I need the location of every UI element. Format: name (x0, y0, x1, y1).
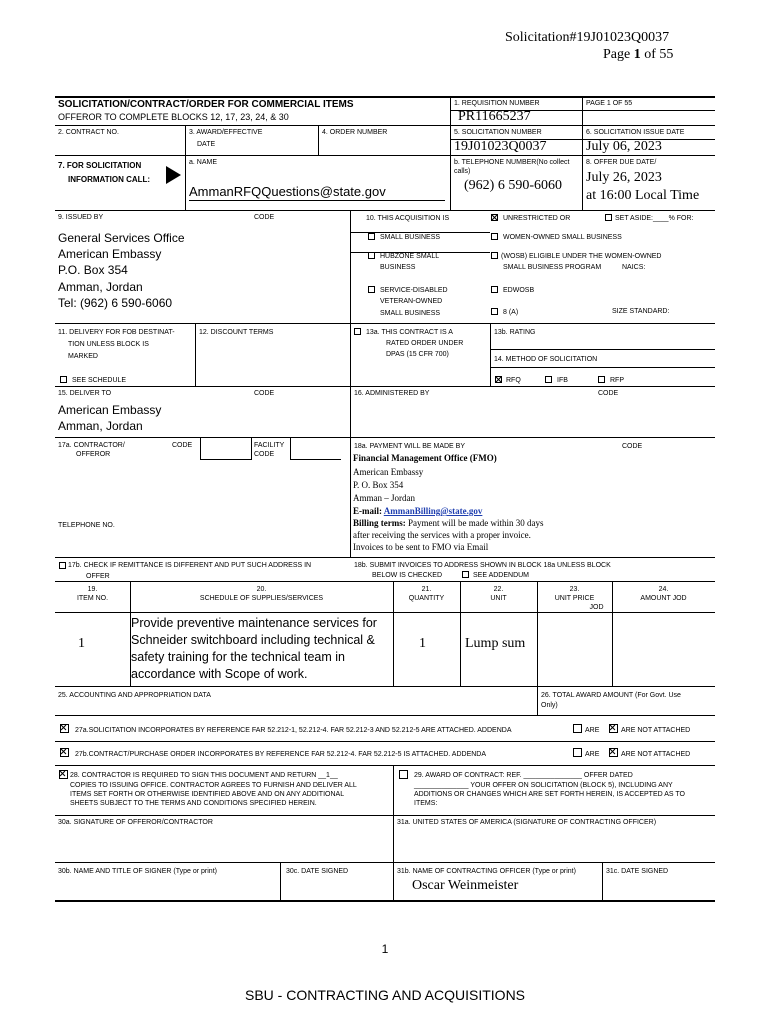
27a-are-not-label: ARE NOT ATTACHED (621, 727, 691, 734)
offeror-signature-label: 30a. SIGNATURE OF OFFEROR/CONTRACTOR (58, 819, 213, 826)
small-business-label: SMALL BUSINESS (380, 234, 441, 241)
administered-code-label: CODE (598, 390, 619, 397)
address-line: American Embassy (353, 467, 424, 477)
issued-by-address (58, 230, 185, 311)
method-label: 14. METHOD OF SOLICITATION (494, 356, 598, 363)
col-number: 23. (569, 586, 580, 593)
contractor-label-2: OFFEROR (76, 451, 111, 458)
col-number: 21. (421, 586, 432, 593)
signer-name-label: 30b. NAME AND TITLE OF SIGNER (Type or print) (58, 868, 217, 875)
solicitation-number-value: 19J01023Q0037 (454, 139, 547, 154)
facility-code-label-2: CODE (254, 451, 275, 458)
requisition-number-value: PR11665237 (458, 109, 531, 124)
col-unit-header (460, 585, 537, 603)
requisition-number-label: 1. REQUISITION NUMBER (454, 100, 540, 107)
issue-date-value: July 06, 2023 (586, 139, 662, 154)
delivery-fob-label-1: 11. DELIVERY FOR FOB DESTINAT- (58, 329, 175, 336)
offer-due-label: 8. OFFER DUE DATE/ (586, 159, 657, 166)
sdvosb-label-2: VETERAN-OWNED (380, 298, 443, 305)
edwosb-checkbox[interactable] (491, 286, 498, 293)
delivery-fob-label-2: TION UNLESS BLOCK IS (68, 341, 149, 348)
item-number: 1 (78, 636, 85, 651)
info-call-label-1: 7. FOR SOLICITATION (58, 161, 142, 170)
payment-office-address (353, 466, 423, 505)
ifb-label: IFB (557, 377, 568, 384)
col-item-no-header (55, 585, 130, 603)
facility-code-label-1: FACILITY (254, 442, 285, 449)
29-label-2: ______________ YOUR OFFER ON SOLICITATION (BLOCK 5), INCLUDING ANY (414, 782, 673, 789)
contractor-label-1: 17a. CONTRACTOR/ (58, 442, 125, 449)
hubzone-label-2: BUSINESS (380, 264, 416, 271)
arrow-right-icon (166, 166, 181, 184)
address-line: Amman, Jordan (58, 280, 143, 294)
hubzone-checkbox[interactable] (368, 252, 375, 259)
address-line: American Embassy (58, 403, 162, 417)
27a-label: 27a.SOLICITATION INCORPORATES BY REFERENCE FAR 52.212-1, 52.212-4. FAR 52.212-3 AND 52.212-5 ARE ATTACHED. ADDENDA (75, 727, 512, 734)
payment-office-title: Financial Management Office (FMO) (353, 453, 497, 463)
date-signed-31c-label: 31c. DATE SIGNED (606, 868, 669, 875)
27a-are-not-checkbox[interactable] (609, 724, 618, 733)
address-line: P. O. Box 354 (353, 480, 404, 490)
size-standard-label: SIZE STANDARD: (612, 308, 670, 315)
col-title: AMOUNT JOD (640, 595, 687, 602)
27b-are-not-label: ARE NOT ATTACHED (621, 751, 691, 758)
discount-terms-label: 12. DISCOUNT TERMS (199, 329, 274, 336)
date-signed-30c-label: 30c. DATE SIGNED (286, 868, 349, 875)
col-number: 22. (493, 586, 504, 593)
address-line: Amman – Jordan (353, 493, 415, 503)
billing-terms-label: Billing terms: (353, 518, 406, 528)
billing-terms-line (353, 518, 543, 528)
telephone-no-label: TELEPHONE NO. (58, 522, 115, 529)
29-checkbox[interactable] (399, 770, 408, 779)
rfp-label: RFP (610, 377, 624, 384)
27a-are-label: ARE (585, 727, 600, 734)
item-description (131, 615, 377, 683)
award-effective-label-2: DATE (197, 141, 216, 148)
page-number: 1 (633, 47, 641, 62)
col-title: UNIT (490, 595, 507, 602)
address-line: American Embassy (58, 247, 162, 261)
order-number-label: 4. ORDER NUMBER (322, 129, 388, 136)
description-line: accordance with Scope of work. (131, 667, 308, 681)
issued-by-code-label: CODE (254, 214, 275, 221)
ifb-checkbox[interactable] (545, 376, 552, 383)
27b-label: 27b.CONTRACT/PURCHASE ORDER INCORPORATES BY REFERENCE FAR 52.212-4. FAR 52.212-5 IS ATTACHED. ADDENDA (75, 751, 487, 758)
total-award-label-1: 26. TOTAL AWARD AMOUNT (For Govt. Use (541, 692, 681, 699)
remittance-label-2: OFFER (86, 573, 110, 580)
footer-office: SBU - CONTRACTING AND ACQUISITIONS (244, 987, 526, 1003)
contract-no-label: 2. CONTRACT NO. (58, 129, 119, 136)
27b-are-label: ARE (585, 751, 600, 758)
27b-are-not-checkbox[interactable] (609, 748, 618, 757)
29-label-4: ITEMS: (414, 800, 438, 807)
contact-email-value[interactable]: AmmanRFQQuestions@state.gov (189, 184, 386, 199)
rated-order-label-1: 13a. THIS CONTRACT IS A (366, 329, 453, 336)
deliver-to-code-label: CODE (254, 390, 275, 397)
billing-email-link[interactable]: AmmanBilling@state.gov (383, 506, 483, 516)
contracting-officer-name-label: 31b. NAME OF CONTRACTING OFFICER (Type or print) (397, 868, 576, 875)
col-unit-price-header (537, 585, 612, 612)
col-title: UNIT PRICE (554, 595, 595, 602)
deliver-to-label: 15. DELIVER TO (58, 390, 112, 397)
col-schedule-header (130, 585, 393, 603)
naics-label: NAICS: (622, 264, 646, 271)
address-line: Amman, Jordan (58, 419, 143, 433)
telephone-value: (962) 6 590-6060 (464, 178, 562, 193)
28-label-3: ITEMS SET FORTH OR OTHERWISE IDENTIFIED ABOVE AND ON ANY ADDITIONAL (70, 791, 345, 798)
accounting-data-label: 25. ACCOUNTING AND APPROPRIATION DATA (58, 692, 211, 699)
rated-order-label-3: DPAS (15 CFR 700) (386, 351, 449, 358)
sdvosb-label-1: SERVICE-DISABLED (380, 287, 448, 294)
unrestricted-label: UNRESTRICTED OR (503, 215, 571, 222)
hubzone-label-1: HUBZONE SMALL (380, 253, 440, 260)
payment-by-label: 18a. PAYMENT WILL BE MADE BY (354, 443, 465, 450)
col-currency: JOD (589, 604, 604, 611)
col-number: 19. (87, 586, 98, 593)
27a-checkbox[interactable] (60, 724, 69, 733)
remittance-label-1: 17b. CHECK IF REMITTANCE IS DIFFERENT AND PUT SUCH ADDRESS IN (68, 562, 312, 569)
address-line: Tel: (962) 6 590-6060 (58, 296, 173, 310)
submit-invoices-label-2: BELOW IS CHECKED (372, 572, 443, 579)
sdvosb-label-3: SMALL BUSINESS (380, 310, 441, 317)
set-aside-label: SET ASIDE:____% FOR: (615, 215, 694, 222)
sdvosb-checkbox[interactable] (368, 286, 375, 293)
telephone-label-2: calls) (454, 168, 471, 175)
billing-terms-line-2: after receiving the services with a proper invoice. (353, 530, 531, 540)
facility-code-box[interactable] (290, 437, 341, 460)
29-label-1: 29. AWARD OF CONTRACT: REF. _______________ OFFER DATED (414, 772, 633, 779)
27a-are-checkbox[interactable] (573, 724, 582, 733)
address-line: General Services Office (58, 231, 185, 245)
8a-checkbox[interactable] (491, 308, 498, 315)
page-prefix: Page (603, 47, 634, 62)
contractor-code-box[interactable] (200, 437, 252, 460)
col-title: QUANTITY (408, 595, 445, 602)
wosb-checkbox[interactable] (491, 233, 498, 240)
item-unit: Lump sum (465, 636, 526, 651)
edwosb-label: EDWOSB (503, 287, 535, 294)
col-number: 24. (658, 586, 669, 593)
8a-label: 8 (A) (503, 309, 519, 316)
email-label: E-mail: (353, 506, 384, 516)
see-schedule-checkbox[interactable] (60, 376, 67, 383)
deliver-to-address (58, 402, 161, 434)
description-line: Provide preventive maintenance services for (131, 616, 377, 630)
total-award-label-2: Only) (541, 702, 558, 709)
submit-invoices-label-1: 18b. SUBMIT INVOICES TO ADDRESS SHOWN IN BLOCK 18a UNLESS BLOCK (354, 562, 611, 569)
see-schedule-label: SEE SCHEDULE (72, 377, 127, 384)
payment-code-label: CODE (622, 443, 643, 450)
page-total: of 55 (640, 47, 674, 62)
administered-by-label: 16. ADMINISTERED BY (354, 390, 430, 397)
29-label-3: ADDITIONS OR CHANGES WHICH ARE SET FORTH HEREIN, IS ACCEPTED AS TO (414, 791, 685, 798)
rated-order-checkbox[interactable] (354, 328, 361, 335)
offer-due-date: July 26, 2023 (586, 170, 662, 185)
col-title: ITEM NO. (76, 595, 109, 602)
rfp-checkbox[interactable] (598, 376, 605, 383)
see-addendum-checkbox[interactable] (462, 571, 469, 578)
28-label-1: 28. CONTRACTOR IS REQUIRED TO SIGN THIS DOCUMENT AND RETURN __1__ (70, 772, 338, 779)
issued-by-label: 9. ISSUED BY (58, 214, 104, 221)
28-label-4: SHEETS SUBJECT TO THE TERMS AND CONDITIONS SPECIFIED HEREIN. (70, 800, 317, 807)
item-quantity: 1 (419, 636, 426, 651)
issue-date-label: 6. SOLICITATION ISSUE DATE (586, 129, 685, 136)
remittance-checkbox[interactable] (59, 562, 66, 569)
description-line: Schneider switchboard including technical & (131, 633, 375, 647)
description-line: safety training for the technical team in (131, 650, 346, 664)
27b-checkbox[interactable] (60, 748, 69, 757)
payment-email-line (353, 506, 482, 516)
delivery-fob-label-3: MARKED (68, 353, 98, 360)
col-title: SCHEDULE OF SUPPLIES/SERVICES (199, 595, 324, 602)
28-label-2: COPIES TO ISSUING OFFICE. CONTRACTOR AGREES TO FURNISH AND DELIVER ALL (70, 782, 357, 789)
wosb-eligible-label-2: SMALL BUSINESS PROGRAM (503, 264, 602, 271)
see-addendum-label: SEE ADDENDUM (473, 572, 530, 579)
set-aside-checkbox[interactable] (605, 214, 612, 221)
contracting-officer-name: Oscar Weinmeister (412, 878, 519, 893)
contact-name-label: a. NAME (189, 159, 218, 166)
award-effective-label-1: 3. AWARD/EFFECTIVE (189, 129, 263, 136)
form-subtitle: OFFEROR TO COMPLETE BLOCKS 12, 17, 23, 24, & 30 (58, 112, 289, 122)
footer-page-number: 1 (381, 942, 389, 956)
unrestricted-checkbox[interactable] (491, 214, 498, 221)
solicitation-reference: Solicitation#19J01023Q0037 (505, 30, 670, 45)
address-line: P.O. Box 354 (58, 263, 128, 277)
info-call-label-2: INFORMATION CALL: (68, 175, 151, 184)
rfq-checkbox[interactable] (495, 376, 502, 383)
solicitation-number-label: 5. SOLICITATION NUMBER (454, 129, 542, 136)
acquisition-label: 10. THIS ACQUISITION IS (366, 215, 450, 222)
contracting-officer-signature-label: 31a. UNITED STATES OF AMERICA (SIGNATURE OF CONTRACTING OFFICER) (397, 819, 657, 826)
page-indicator (603, 47, 673, 63)
form-title: SOLICITATION/CONTRACT/ORDER FOR COMMERCIAL ITEMS (58, 99, 354, 110)
small-business-checkbox[interactable] (368, 233, 375, 240)
page-of-label: PAGE 1 OF 55 (586, 100, 633, 107)
billing-terms-line-3: Invoices to be sent to FMO via Email (353, 542, 489, 552)
rated-order-label-2: RATED ORDER UNDER (386, 340, 464, 347)
offer-due-time: at 16:00 Local Time (586, 188, 700, 203)
contractor-code-label: CODE (172, 442, 193, 449)
wosb-label: WOMEN-OWNED SMALL BUSINESS (503, 234, 622, 241)
rfq-label: RFQ (506, 377, 521, 384)
wosb-eligible-label-1: (WOSB) ELIGIBLE UNDER THE WOMEN-OWNED (501, 253, 662, 260)
wosb-eligible-checkbox[interactable] (491, 252, 498, 259)
col-number: 20. (256, 586, 267, 593)
27b-are-checkbox[interactable] (573, 748, 582, 757)
col-amount-header (612, 585, 715, 603)
rating-label: 13b. RATING (494, 329, 536, 336)
telephone-label-1: b. TELEPHONE NUMBER(No collect (454, 159, 570, 166)
col-quantity-header (393, 585, 460, 603)
28-checkbox[interactable] (59, 770, 68, 779)
billing-terms-text: Payment will be made within 30 days (405, 518, 544, 528)
